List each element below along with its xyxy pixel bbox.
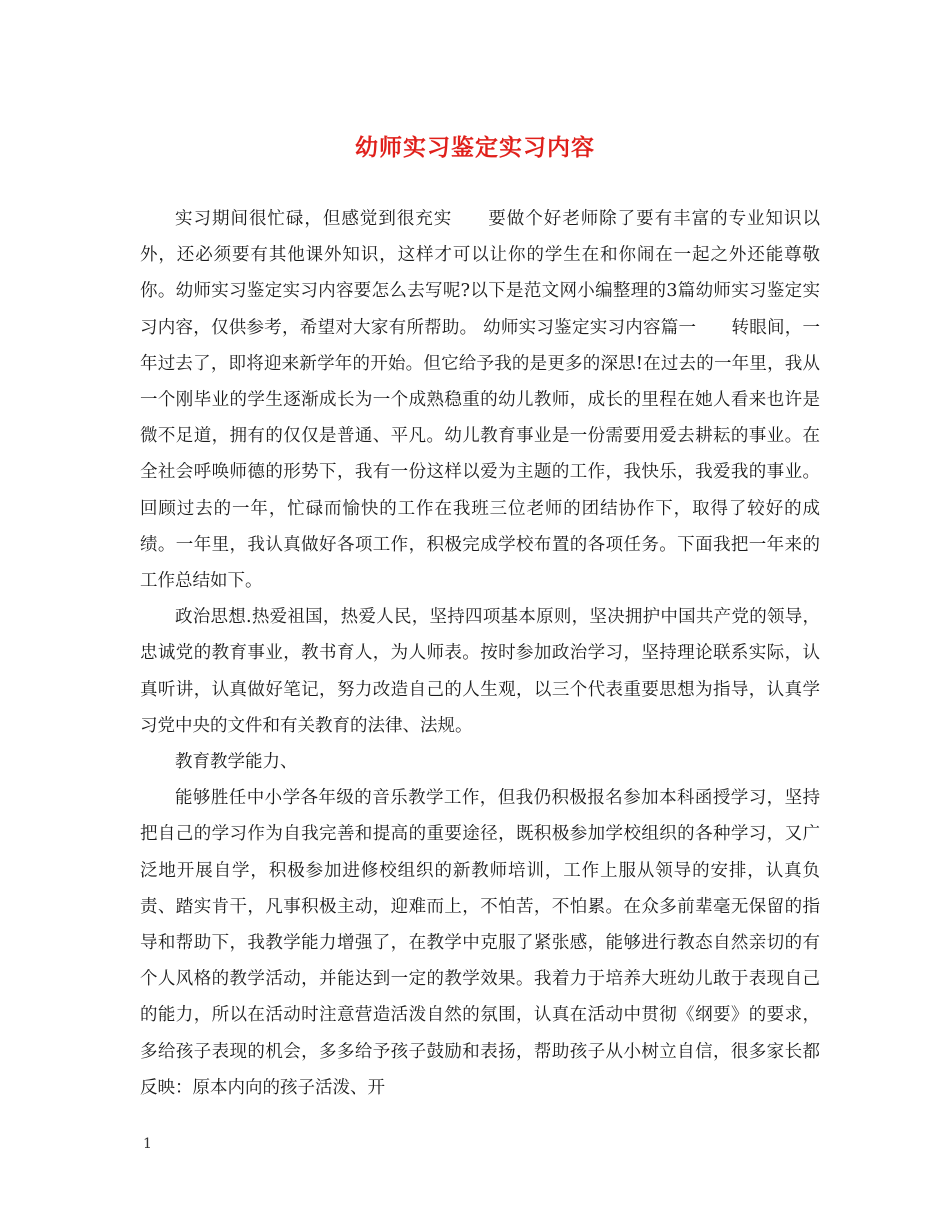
paragraph-intro-part-1: 实习期间很忙碌，但感觉到很充实 bbox=[175, 209, 453, 229]
document-title: 幼师实习鉴定实习内容 bbox=[355, 134, 595, 161]
document-body bbox=[140, 201, 820, 1106]
paragraph-intro bbox=[140, 201, 820, 599]
paragraph-teaching-heading: 教育教学能力、 bbox=[175, 752, 298, 773]
paragraph-political-thought: 政治思想.热爱祖国，热爱人民，坚持四项基本原则，坚决拥护中国共产党的领导，忠诚党的教育事业，教书育人，为人师表。按时参加政治学习，坚持理论联系实际，认真听讲，认真做好笔记，努力改造自己的人生观，以三个代表重要思想为指导，认真学习党中央的文件和有关教育的法律、法规。 bbox=[140, 607, 820, 736]
page-number: 1 bbox=[143, 1136, 152, 1152]
paragraph-teaching-ability: 能够胜任中小学各年级的音乐教学工作，但我仍积极报名参加本科函授学习，坚持把自己的学习作为自我完善和提高的重要途径，既积极参加学校组织的各种学习，又广泛地开展自学，积极参加进修校组织的新教师培训，工作上服从领导的安排，认真负责、踏实肯干，凡事积极主动，迎难而上，不怕苦，不怕累。在众多前辈毫无保留的指导和帮助下，我教学能力增强了，在教学中克服了紧张感，能够进行教态自然亲切的有个人风格的教学活动，并能达到一定的教学效果。我着力于培养大班幼儿敢于表现自己的能力，所以在活动时注意营造活泼自然的氛围，认真在活动中贯彻《纲要》的要求，多给孩子表现的机会，多多给予孩子鼓励和表扬，帮助孩子从小树立自信，很多家长都反映：原本内向的孩子活泼、开 bbox=[140, 788, 820, 1098]
paragraph-intro-part-2: 要做个好老师除了要有丰富的专业知识以外，还必须要有其他课外知识，这样才可以让你的学生在和你闹在一起之外还能尊敬你。幼师实习鉴定实习内容要怎么去写呢?以下是范文网小编整理的3篇幼师实习鉴定实习内容，仅供参考，希望对大家有所帮助。 幼师实习鉴定实习内容篇一 bbox=[140, 209, 821, 338]
paragraph-intro-part-3: 转眼间，一年过去了，即将迎来新学年的开始。但它给予我的是更多的深思!在过去的一年里，我从一个刚毕业的学生逐渐成长为一个成熟稳重的幼儿教师，成长的里程在她人看来也许是微不足道，拥有的仅仅是普通、平凡。幼儿教育事业是一份需要用爱去耕耘的事业。在全社会呼唤师德的形势下，我有一份这样以爱为主题的工作，我快乐，我爱我的事业。回顾过去的一年，忙碌而愉快的工作在我班三位老师的团结协作下，取得了较好的成绩。一年里，我认真做好各项工作，积极完成学校布置的各项任务。下面我把一年来的工作总结如下。 bbox=[140, 317, 821, 592]
